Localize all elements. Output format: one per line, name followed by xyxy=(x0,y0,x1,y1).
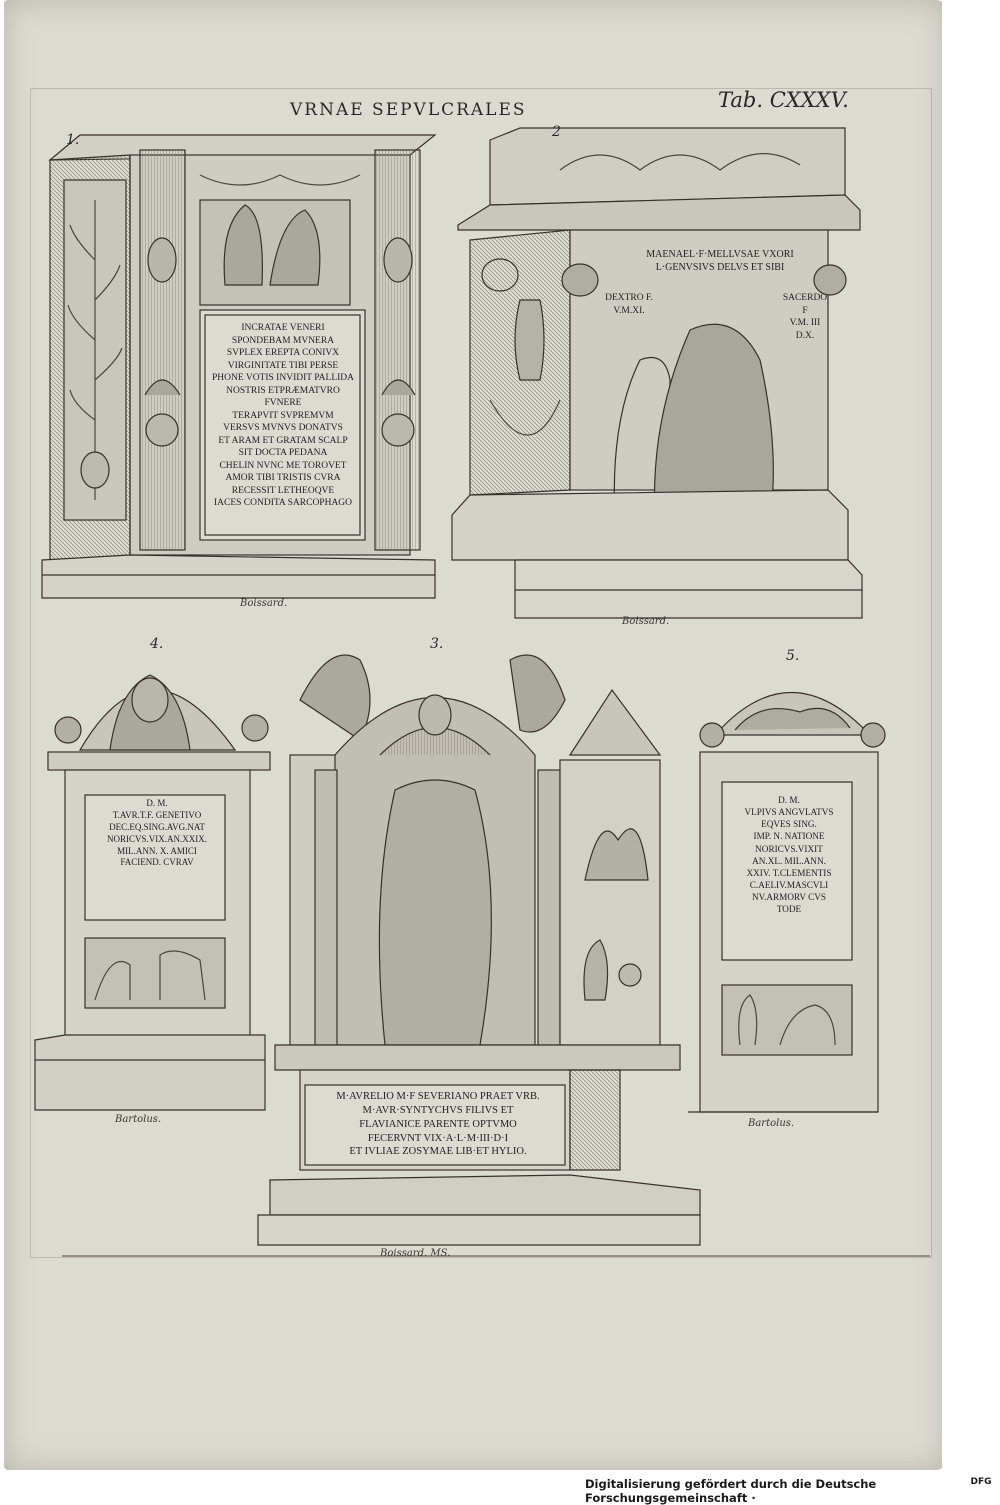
inscription-figure-2-top: MAENAEL·F·MELLVSAE VXORI L·GENVSIVS DELVS ET SIBI xyxy=(646,249,794,274)
figure-number-4: 4. xyxy=(150,636,164,652)
inscription-figure-2-right: SACERDO F V.M. III D.X. xyxy=(782,293,828,341)
monument-2 xyxy=(452,128,862,618)
credit-figure-1: Boissard. xyxy=(240,598,288,609)
inscription-figure-4: D. M. T.AVR.T.F. GENETIVO DEC.EQ.SING.AVG.NAT NORICVS.VIX.AN.XXIX. MIL.ANN. X. AMICI FACIEND. CVRAV xyxy=(107,798,207,868)
plate-title: VRNAE SEPVLCRALES xyxy=(290,100,527,120)
dfg-logo: DFG xyxy=(970,1477,992,1487)
credit-figure-4: Bartolus. xyxy=(115,1114,162,1125)
credit-figure-2: Boissard. xyxy=(622,616,670,627)
plate-number: Tab. CXXXV. xyxy=(718,88,849,112)
funding-notice: Digitalisierung gefördert durch die Deutsche Forschungsgemeinschaft · xyxy=(585,1477,877,1505)
monument-4 xyxy=(35,675,270,1110)
inscription-figure-5: D. M. VLPIVS ANGVLATVS EQVES SING. IMP. N. NATIONE NORICVS.VIXIT AN.XL. MIL.ANN. XXIV. T.CLEMENTIS C.AELIV.MASCVLI NV.ARMORV CVS TODE xyxy=(744,795,834,915)
figure-number-1: 1. xyxy=(66,132,80,148)
credit-figure-3: Boissard. MS. xyxy=(380,1248,451,1259)
figure-number-2: 2 xyxy=(552,124,561,140)
inscription-figure-3: M·AVRELIO M·F SEVERIANO PRAET VRB. M·AVR·SYNTYCHVS FILIVS ET FLAVIANICE PARENTE OPTVMO FECERVNT VIX·A·L·M·III·D·I ET IVLIAE ZOSYMAE LIB·ET HYLIO. xyxy=(336,1091,540,1158)
figure-number-5: 5. xyxy=(786,648,800,664)
inscription-figure-2-left: DEXTRO F. V.M.XI. xyxy=(605,293,653,316)
credit-figure-5: Bartolus. xyxy=(748,1118,795,1129)
inscription-figure-1: INCRATAE VENERI SPONDEBAM MVNERA SVPLEX EREPTA CONIVX VIRGINITATE TIBI PERSE PHONE VOTIS INVIDIT PALLIDA NOSTRIS ETPRÆMATVRO FVNERE TERAPVIT SVPREMVM VERSVS MVNVS DONATVS ET ARAM ET GRATAM SCALP SIT DOCTA PEDANA CHELIN NVNC ME TOROVET AMOR TIBI TRISTIS CVRA RECESSIT LETHEOQVE IACES CONDITA SARCOPHAGO xyxy=(211,323,355,509)
figure-number-3: 3. xyxy=(430,636,444,652)
